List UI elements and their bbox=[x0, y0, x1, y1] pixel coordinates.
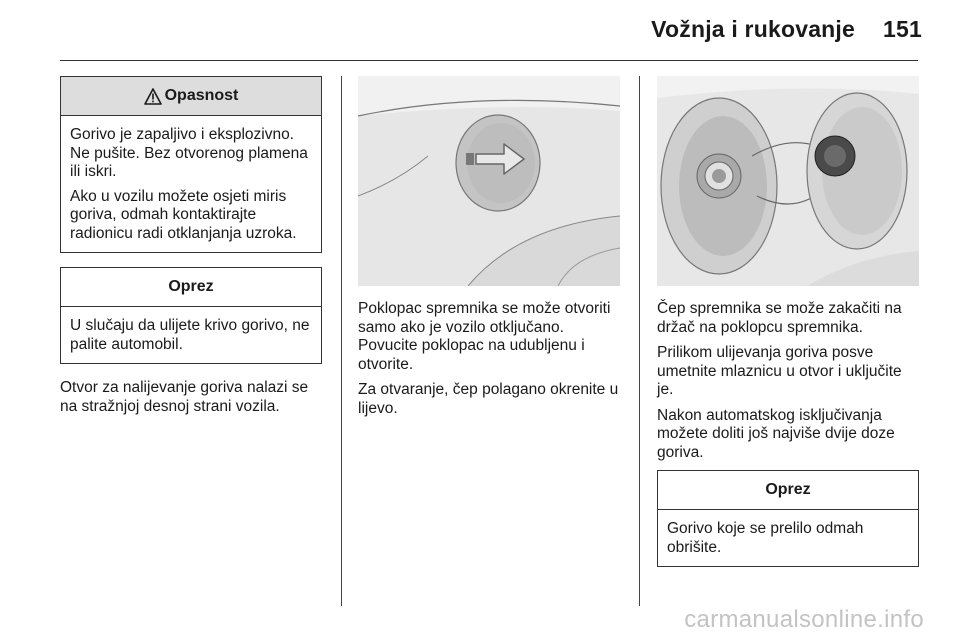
caution-box-left-body bbox=[61, 307, 321, 363]
caution-box-right-header bbox=[658, 471, 918, 510]
caution-text-right: Gorivo koje se prelilo odmah obrišite. bbox=[667, 520, 864, 556]
right-text-2: Prilikom ulijevanja goriva posve umetnite mlaznicu u otvor i uključite je. bbox=[657, 344, 902, 398]
right-text-1: Čep spremnika se može zakačiti na držač na poklopcu spremnika. bbox=[657, 300, 902, 336]
caution-text-left: U slučaju da ulijete krivo gorivo, ne palite automobil. bbox=[70, 317, 310, 353]
right-column bbox=[657, 76, 919, 567]
fuel-flap-closed-illustration bbox=[358, 76, 620, 286]
watermark: carmanualsonline.info bbox=[684, 606, 924, 633]
left-column bbox=[60, 76, 322, 423]
column-divider-1 bbox=[341, 76, 342, 606]
middle-column bbox=[358, 76, 622, 425]
header-rule bbox=[60, 60, 918, 61]
page-number: 151 bbox=[883, 16, 922, 42]
danger-box-body bbox=[61, 116, 321, 252]
section-title: Vožnja i rukovanje bbox=[651, 16, 856, 42]
caution-box-left-title: Oprez bbox=[168, 277, 214, 295]
danger-text-2: Ako u vozilu možete osjeti miris goriva, odmah kontaktirajte radionicu radi otklanjanja uzroka. bbox=[70, 187, 297, 242]
danger-text-1: Gorivo je zapaljivo i eksplozivno. Ne pušite. Bez otvorenog plamena ili iskri. bbox=[70, 126, 308, 180]
danger-box-header bbox=[61, 77, 321, 116]
danger-box bbox=[60, 76, 322, 253]
left-paragraph: Otvor za nalijevanje goriva nalazi se na stražnjoj desnoj strani vozila. bbox=[60, 379, 309, 415]
danger-box-title: Opasnost bbox=[164, 86, 239, 104]
caution-box-left-header bbox=[61, 268, 321, 307]
caution-box-right bbox=[657, 470, 919, 567]
middle-text-1: Poklopac spremnika se može otvoriti samo ako je vozilo otključano. Povucite poklopac na udubljenu i otvorite. bbox=[358, 300, 611, 373]
fuel-cap-open-illustration bbox=[657, 76, 919, 286]
page-header bbox=[651, 16, 922, 43]
caution-box-left bbox=[60, 267, 322, 364]
column-divider-2 bbox=[639, 76, 640, 606]
warning-triangle-icon bbox=[144, 88, 162, 105]
right-text-3: Nakon automatskog isključivanja možete doliti još najviše dvije doze goriva. bbox=[657, 406, 895, 461]
caution-box-right-title: Oprez bbox=[765, 480, 811, 498]
middle-text-2: Za otvaranje, čep polagano okrenite u lijevo. bbox=[358, 381, 619, 417]
caution-box-right-body bbox=[658, 510, 918, 566]
